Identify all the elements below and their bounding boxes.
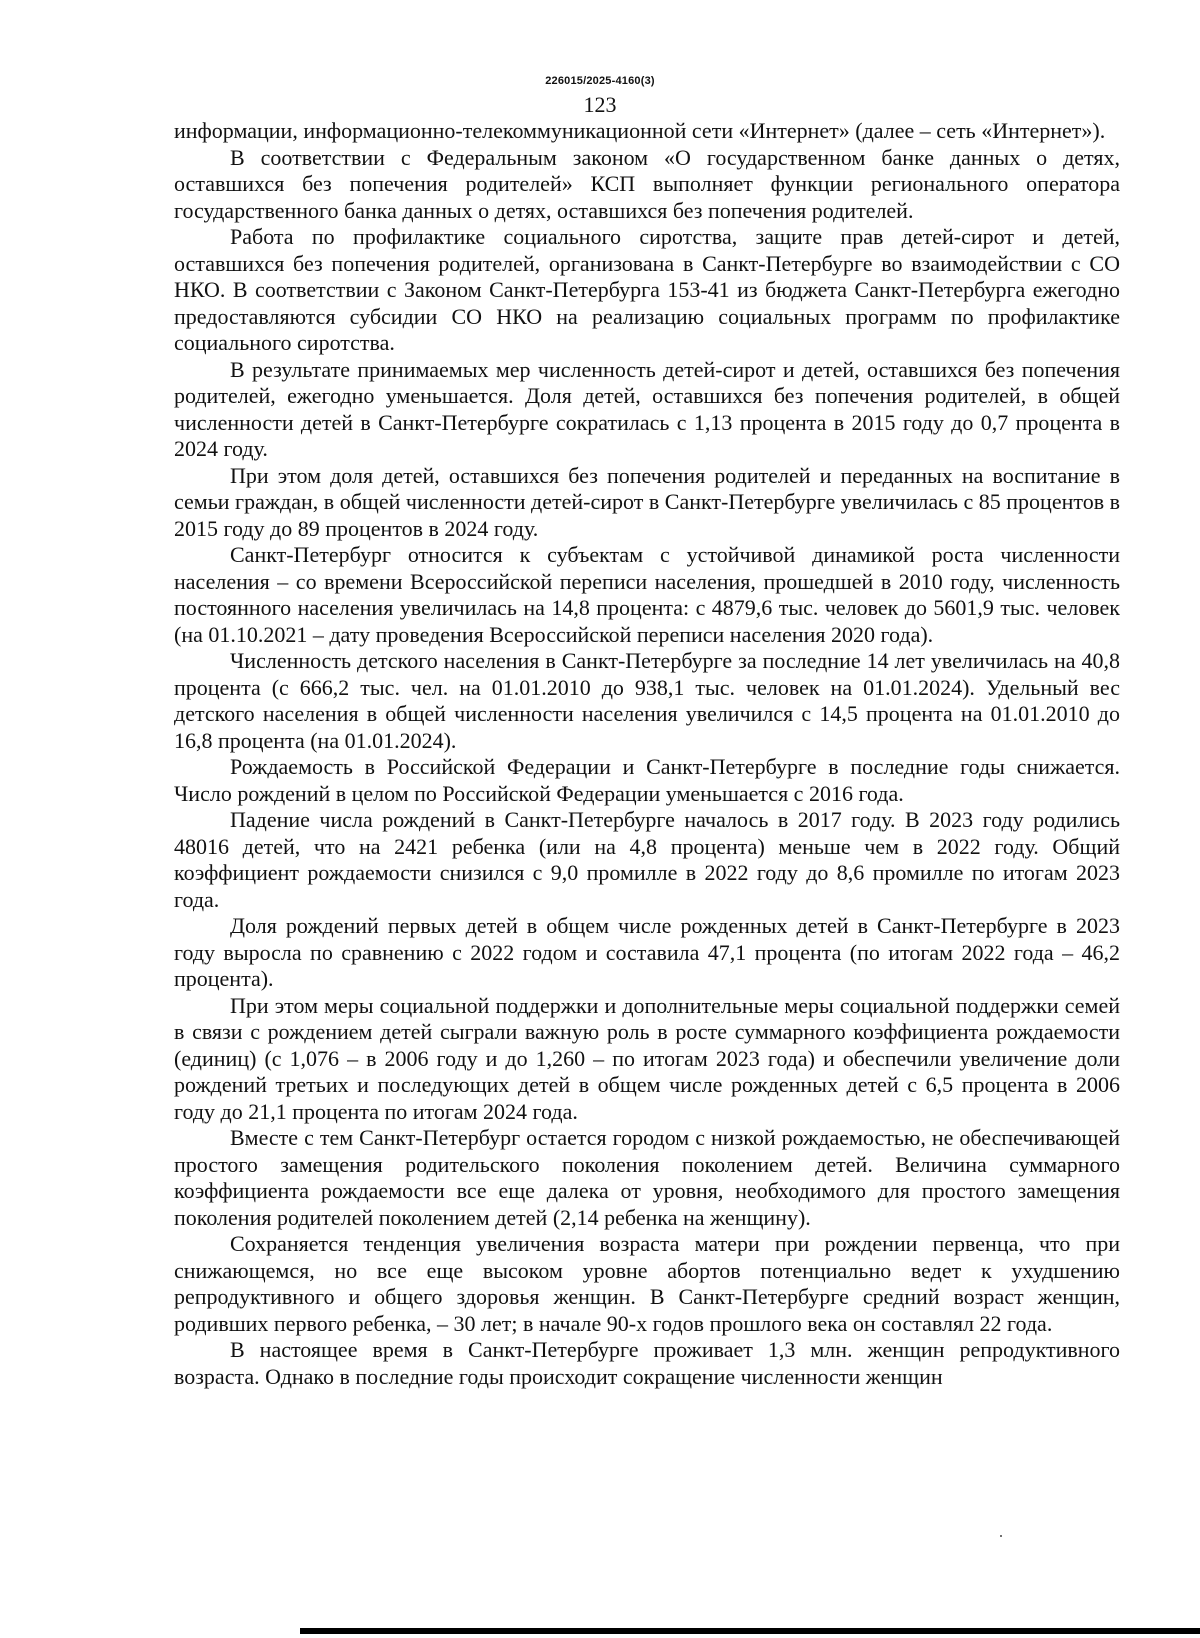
paragraph: При этом меры социальной поддержки и дополнительные меры социальной поддержки семей в связи с рождением детей сыграли важную роль в росте суммарного коэффициента рождаемости (единиц) (с 1,076 – в 2006 году и до 1,260 – по итогам 2023 года) и обеспечили увеличение доли рождений третьих и последующих детей в общем числе рожденных детей с 6,5 процента в 2006 году до 21,1 процента по итогам 2024 года. [174,992,1120,1124]
paragraph: Санкт-Петербург относится к субъектам с устойчивой динамикой роста численности населения – со времени Всероссийской переписи населения, прошедшей в 2010 году, численность постоянного населения увеличилась на 14,8 процента: с 4879,6 тыс. человек до 5601,9 тыс. человек (на 01.10.2021 – дату проведения Всероссийской переписи населения 2020 года). [174,542,1120,647]
paragraph: При этом доля детей, оставшихся без попечения родителей и переданных на воспитание в семьи граждан, в общей численности детей-сирот в Санкт-Петербурге увеличилась с 85 процентов в 2015 году до 89 процентов в 2024 году. [174,462,1120,541]
scan-artifact [1000,1535,1002,1537]
paragraph: Падение числа рождений в Санкт-Петербурге началось в 2017 году. В 2023 году родились 48016 детей, что на 2421 ребенка (или на 4,8 процента) меньше чем в 2022 году. Общий коэффициент рождаемости снизился с 9,0 промилле в 2022 году до 8,6 промилле по итогам 2023 года. [174,807,1120,912]
scan-edge-rule [300,1628,1200,1634]
paragraph: Рождаемость в Российской Федерации и Санкт-Петербурге в последние годы снижается. Число рождений в целом по Российской Федерации уменьшается с 2016 года. [174,754,1120,806]
document-body [174,118,1120,1390]
paragraph: В соответствии с Федеральным законом «О государственном банке данных о детях, оставшихся без попечения родителей» КСП выполняет функции регионального оператора государственного банка данных о детях, оставшихся без попечения родителей. [174,144,1120,223]
paragraph: Доля рождений первых детей в общем числе рожденных детей в Санкт-Петербурге в 2023 году выросла по сравнению с 2022 годом и составила 47,1 процента (по итогам 2022 года – 46,2 процента). [174,913,1120,991]
paragraph-continued: информации, информационно-телекоммуникационной сети «Интернет» (далее – сеть «Интернет»). [174,118,1106,143]
paragraph-continues-next-page: В настоящее время в Санкт-Петербурге проживает 1,3 млн. женщин репродуктивного возраста. Однако в последние годы происходит сокращение численности женщин [174,1337,1120,1389]
paragraph: Работа по профилактике социального сиротства, защите прав детей-сирот и детей, оставшихся без попечения родителей, организована в Санкт-Петербурге во взаимодействии с СО НКО. В соответствии с Законом Санкт-Петербурга 153-41 из бюджета Санкт-Петербурга ежегодно предоставляются субсидии СО НКО на реализацию социальных программ по профилактике социального сиротства. [174,224,1120,355]
paragraph: Сохраняется тенденция увеличения возраста матери при рождении первенца, что при снижающемся, но все еще высоком уровне абортов потенциально ведет к ухудшению репродуктивного и общего здоровья женщин. В Санкт-Петербурге средний возраст женщин, родивших первого ребенка, – 30 лет; в начале 90-х годов прошлого века он составлял 22 года. [174,1231,1120,1336]
document-registration-number: 226015/2025-4160(3) [545,75,655,87]
paragraph: Вместе с тем Санкт-Петербург остается городом с низкой рождаемостью, не обеспечивающей простого замещения родительского поколения поколением детей. Величина суммарного коэффициента рождаемости все еще далека от уровня, необходимого для простого замещения поколения родителей поколением детей (2,14 ребенка на женщину). [174,1125,1120,1230]
paragraph: В результате принимаемых мер численность детей-сирот и детей, оставшихся без попечения родителей, ежегодно уменьшается. Доля детей, оставшихся без попечения родителей, в общей численности детей в Санкт-Петербурге сократилась с 1,13 процента в 2015 году до 0,7 процента в 2024 году. [174,356,1120,461]
page-number: 123 [583,92,617,117]
paragraph: Численность детского населения в Санкт-Петербурге за последние 14 лет увеличилась на 40,8 процента (с 666,2 тыс. чел. на 01.01.2010 до 938,1 тыс. человек на 01.01.2024). Удельный вес детского населения в общей численности населения увеличился с 14,5 процента на 01.01.2010 до 16,8 процента (на 01.01.2024). [174,648,1120,753]
